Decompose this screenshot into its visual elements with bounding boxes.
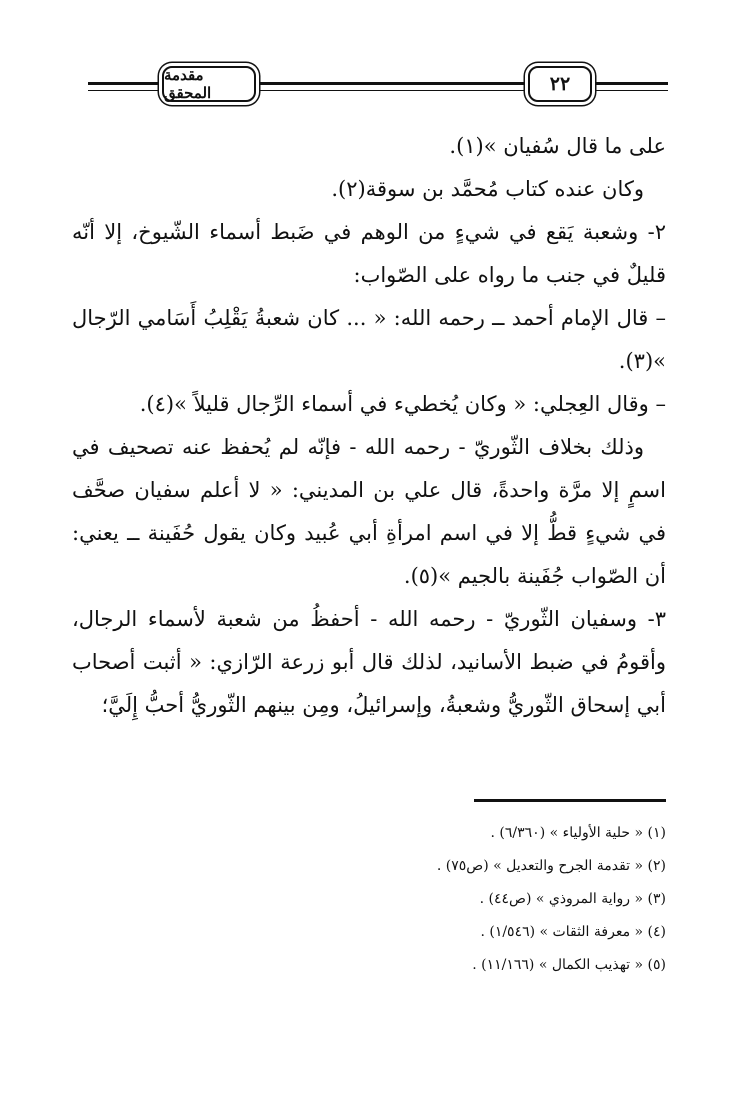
footnote: (٢) « تقدمة الجرح والتعديل » (ص٧٥) . [436, 858, 666, 874]
running-header [88, 64, 668, 116]
footnote: (١) « حلية الأولياء » (٦/٣٦٠) . [490, 825, 666, 841]
running-title: مقدمة المحقق [162, 66, 256, 102]
paragraph: ٣- وسفيان الثّوريّ - رحمه الله - أحفظُ من شعبة لأسماء الرجال، وأقومُ في ضبط الأسانيد، لذلك قال أبو زرعة الرّازي: « أثبت أصحاب أبي إسحاق الثّوريُّ وشعبةُ، وإسرائيلُ، ومِن بينهم الثّوريُّ أحبُّ إِلَيَّ؛ [72, 607, 666, 717]
paragraph: على ما قال سُفيان »(١). [449, 134, 666, 158]
paragraph: وكان عنده كتاب مُحمَّد بن سوقة(٢). [331, 177, 644, 201]
paragraph: – قال الإمام أحمد ــ رحمه الله: « ... كان شعبةُ يَقْلِبُ أَسَامي الرّجال »(٣). [72, 306, 666, 373]
footnote: (٤) « معرفة الثقات » (١/٥٤٦) . [480, 924, 666, 940]
main-text [72, 125, 666, 727]
paragraph: ٢- وشعبة يَقع في شيءٍ من الوهم في ضَبط أسماء الشّيوخ، إلا أنّه قليلٌ في جنب ما رواه على الصّواب: [72, 220, 666, 287]
footnote: (٥) « تهذيب الكمال » (١١/١٦٦) . [472, 957, 666, 973]
paragraph: – وقال العِجلي: « وكان يُخطيء في أسماء الرِّجال قليلاً »(٤). [139, 392, 666, 416]
page-number: ٢٢ [528, 66, 592, 102]
footnote: (٣) « رواية المروذي » (ص٤٤) . [479, 891, 666, 907]
footnote-separator [474, 799, 666, 802]
footnotes [72, 817, 666, 982]
paragraph: وذلك بخلاف الثّوريّ - رحمه الله - فإنّه لم يُحفظ عنه تصحيف في اسمٍ إلا مرَّة واحدةً، قال علي بن المديني: « لا أعلم سفيان صحَّف في شيءٍ قطُّ إلا في اسم امرأةِ أبي عُبيد وكان يقول حُفَينة ــ يعني: أن الصّواب جُفَينة بالجيم »(٥). [72, 435, 666, 588]
